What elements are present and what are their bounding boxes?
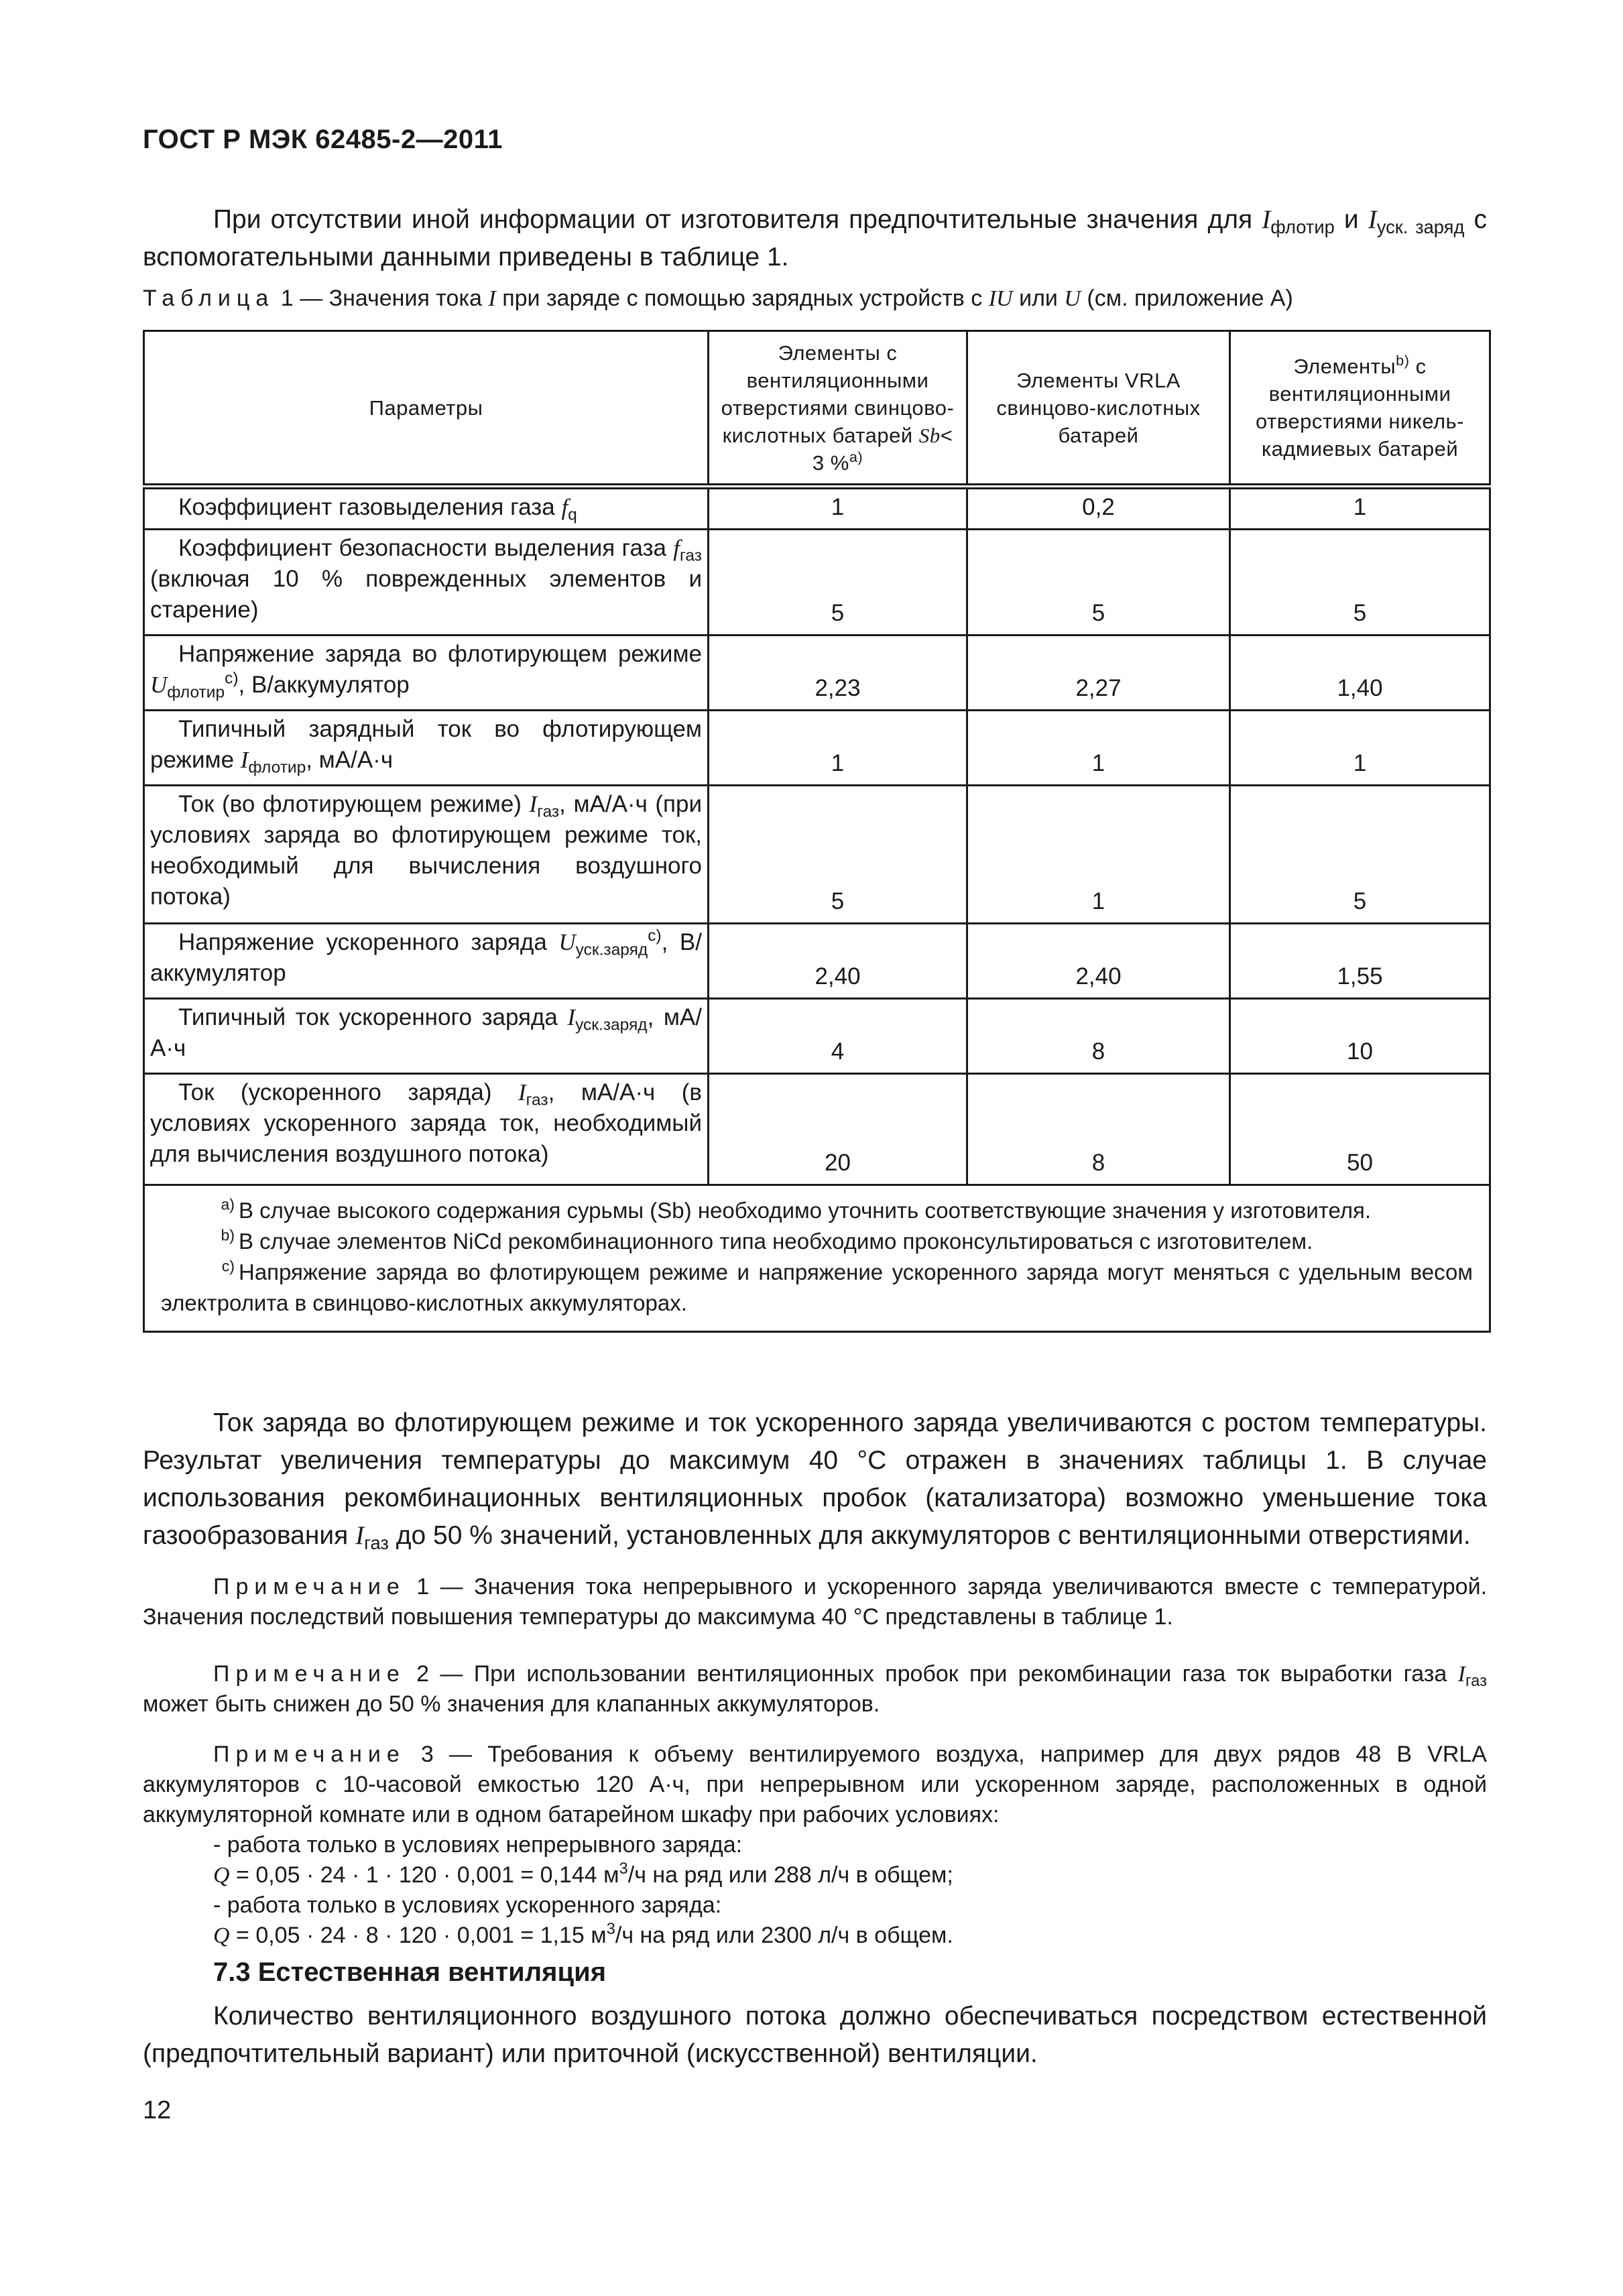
table-row	[144, 711, 1490, 786]
page-number: 12	[143, 2096, 172, 2124]
list-item: - работа только в условиях непрерывного заряда:	[213, 1832, 743, 1858]
table-header-row	[144, 331, 1490, 487]
cell-value: 5	[1230, 530, 1490, 636]
cell-value: 0,2	[967, 487, 1230, 530]
cell-value: 1	[967, 786, 1230, 924]
row-parameter: Напряжение заряда во флотирующем режиме $U_{флотир}^{c)}$, В/аккумулятор	[144, 636, 709, 711]
table-footnotes-row	[144, 1185, 1490, 1332]
table-row	[144, 530, 1490, 636]
table-row	[144, 636, 1490, 711]
table-footnotes	[144, 1185, 1490, 1332]
cell-value: 8	[967, 999, 1230, 1074]
intro-paragraph: При отсутствии иной информации от изготовителя предпочтительные значения для $I_{флотир}$ и $I_{уск. заряд}$ с вспомогательными данными приведены в таблице 1.	[143, 205, 1487, 271]
cell-value: 5	[709, 530, 967, 636]
row-parameter: Ток (во флотирующем режиме) $I_{газ}$, мА/А·ч (при условиях заряда во флотирующем режиме ток, необходимый для вычисления воздушного потока)	[144, 786, 709, 924]
note-3: Примечание 3 — Требования к объему вентилируемого воздуха, например для двух рядов 48 В VRLA аккумуляторов с 10-часовой емкостью 120 А·ч, при непрерывном или ускоренном заряде, расположенных в одной аккумуляторной комнате или в одном батарейном шкафу при рабочих условиях: - работа только в условиях непрерывного заряда: Q = 0,05 · 24 · 1 · 120 · 0,001 = 0,144 $м^3/ч$ на ряд или 288 л/ч в общем; - работа только в условиях ускоренного заряда: Q = 0,05 · 24 · 8 · 120 · 0,001 = 1,15 $м^3/ч$ на ряд или 2300 л/ч в общем.	[143, 1740, 1487, 1951]
header-parameters: Параметры	[144, 331, 709, 487]
note-1: Примечание 1 — Значения тока непрерывного и ускоренного заряда увеличиваются вместе с температурой. Значения последствий повышения температуры до максимума 40 °С представлены в таблице 1.	[143, 1574, 1488, 1630]
header-vented-lead-acid: Элементы с вентиляционными отверстиями свинцово-кислотных батарей Sb< 3 %$^{a)}$	[709, 331, 967, 487]
header-nicd: Элементы$^{b)}$ с вентиляционными отверстиями никель-кадмиевых батарей	[1230, 331, 1490, 487]
formula: Q = 0,05 · 24 · 1 · 120 · 0,001 = 0,144 $м^3/ч$ на ряд или 288 л/ч в общем;	[213, 1859, 953, 1888]
cell-value: 2,23	[709, 636, 967, 711]
current-values-table	[143, 330, 1491, 1333]
table-row	[144, 1074, 1490, 1185]
row-parameter: Напряжение ускоренного заряда $U_{уск.заряд}^{c)}$, В/аккумулятор	[144, 924, 709, 999]
cell-value: 10	[1230, 999, 1490, 1074]
table-row	[144, 924, 1490, 999]
cell-value: 20	[709, 1074, 967, 1185]
cell-value: 5	[967, 530, 1230, 636]
body-paragraph: Ток заряда во флотирующем режиме и ток ускоренного заряда увеличиваются с ростом температуры. Результат увеличения температуры до максимум 40 °С отражен в значениях таблицы 1. В случае использования рекомбинационных вентиляционных пробок (катализатора) возможно уменьшение тока газообразования $I_{газ}$ до 50 % значений, установленных для аккумуляторов с вентиляционными отверстиями.	[143, 1408, 1487, 1554]
symbol-i: I	[1262, 205, 1271, 234]
symbol-i: I	[1368, 205, 1377, 234]
section-paragraph: Количество вентиляционного воздушного потока должно обеспечиваться посредством естественной (предпочтительный вариант) или приточной (искусственной) вентиляции.	[143, 2002, 1487, 2068]
table-row	[144, 999, 1490, 1074]
note-2: Примечание 2 — При использовании вентиляционных пробок при рекомбинации газа ток выработки газа $I_{газ}$ может быть снижен до 50 % значения для клапанных аккумуляторов.	[143, 1661, 1488, 1717]
row-parameter: Типичный зарядный ток во флотирующем режиме $I_{флотир}$, мА/А·ч	[144, 711, 709, 786]
cell-value: 2,40	[709, 924, 967, 999]
footnote-b: $^{b)}$ В случае элементов NiCd рекомбинационного типа необходимо проконсультироваться с изготовителем.	[221, 1226, 1313, 1254]
cell-value: 2,40	[967, 924, 1230, 999]
cell-value: 1	[709, 487, 967, 530]
cell-value: 1	[967, 711, 1230, 786]
list-item: - работа только в условиях ускоренного заряда:	[213, 1892, 722, 1918]
row-parameter: Коэффициент безопасности выделения газа $f_{газ}$ (включая 10 % поврежденных элементов и старение)	[144, 530, 709, 636]
row-parameter: Коэффициент газовыделения газа $f_q$	[144, 487, 709, 530]
cell-value: 2,27	[967, 636, 1230, 711]
cell-value: 50	[1230, 1074, 1490, 1185]
formula: Q = 0,05 · 24 · 8 · 120 · 0,001 = 1,15 $м^3/ч$ на ряд или 2300 л/ч в общем.	[213, 1919, 953, 1948]
row-parameter: Ток (ускоренного заряда) $I_{газ}$, мА/А·ч (в условиях ускоренного заряда ток, необходимый для вычисления воздушного потока)	[144, 1074, 709, 1185]
table-row	[144, 487, 1490, 530]
cell-value: 5	[709, 786, 967, 924]
cell-value: 4	[709, 999, 967, 1074]
cell-value: 1,55	[1230, 924, 1490, 999]
table-row	[144, 786, 1490, 924]
cell-value: 5	[1230, 786, 1490, 924]
cell-value: 8	[967, 1074, 1230, 1185]
document-header: ГОСТ Р МЭК 62485-2—2011	[143, 125, 503, 154]
table-caption: Таблица 1 — Значения тока I при заряде с помощью зарядных устройств с IU или U (см. приложение А)	[143, 286, 1293, 311]
section-title: 7.3 Естественная вентиляция	[213, 1957, 607, 1987]
header-vrla: Элементы VRLA свинцово-кислотных батарей	[967, 331, 1230, 487]
cell-value: 1	[709, 711, 967, 786]
cell-value: 1	[1230, 487, 1490, 530]
footnote-a: $^{a)}$ В случае высокого содержания сурьмы (Sb) необходимо уточнить соответствующие значения у изготовителя.	[221, 1195, 1372, 1223]
row-parameter: Типичный ток ускоренного заряда $I_{уск.заряд}$, мА/А·ч	[144, 999, 709, 1074]
footnote-c: $^{c)}$ Напряжение заряда во флотирующем режиме и напряжение ускоренного заряда могут меняться с удельным весом электролита в свинцово-кислотных аккумуляторах.	[161, 1257, 1473, 1315]
cell-value: 1	[1230, 711, 1490, 786]
cell-value: 1,40	[1230, 636, 1490, 711]
